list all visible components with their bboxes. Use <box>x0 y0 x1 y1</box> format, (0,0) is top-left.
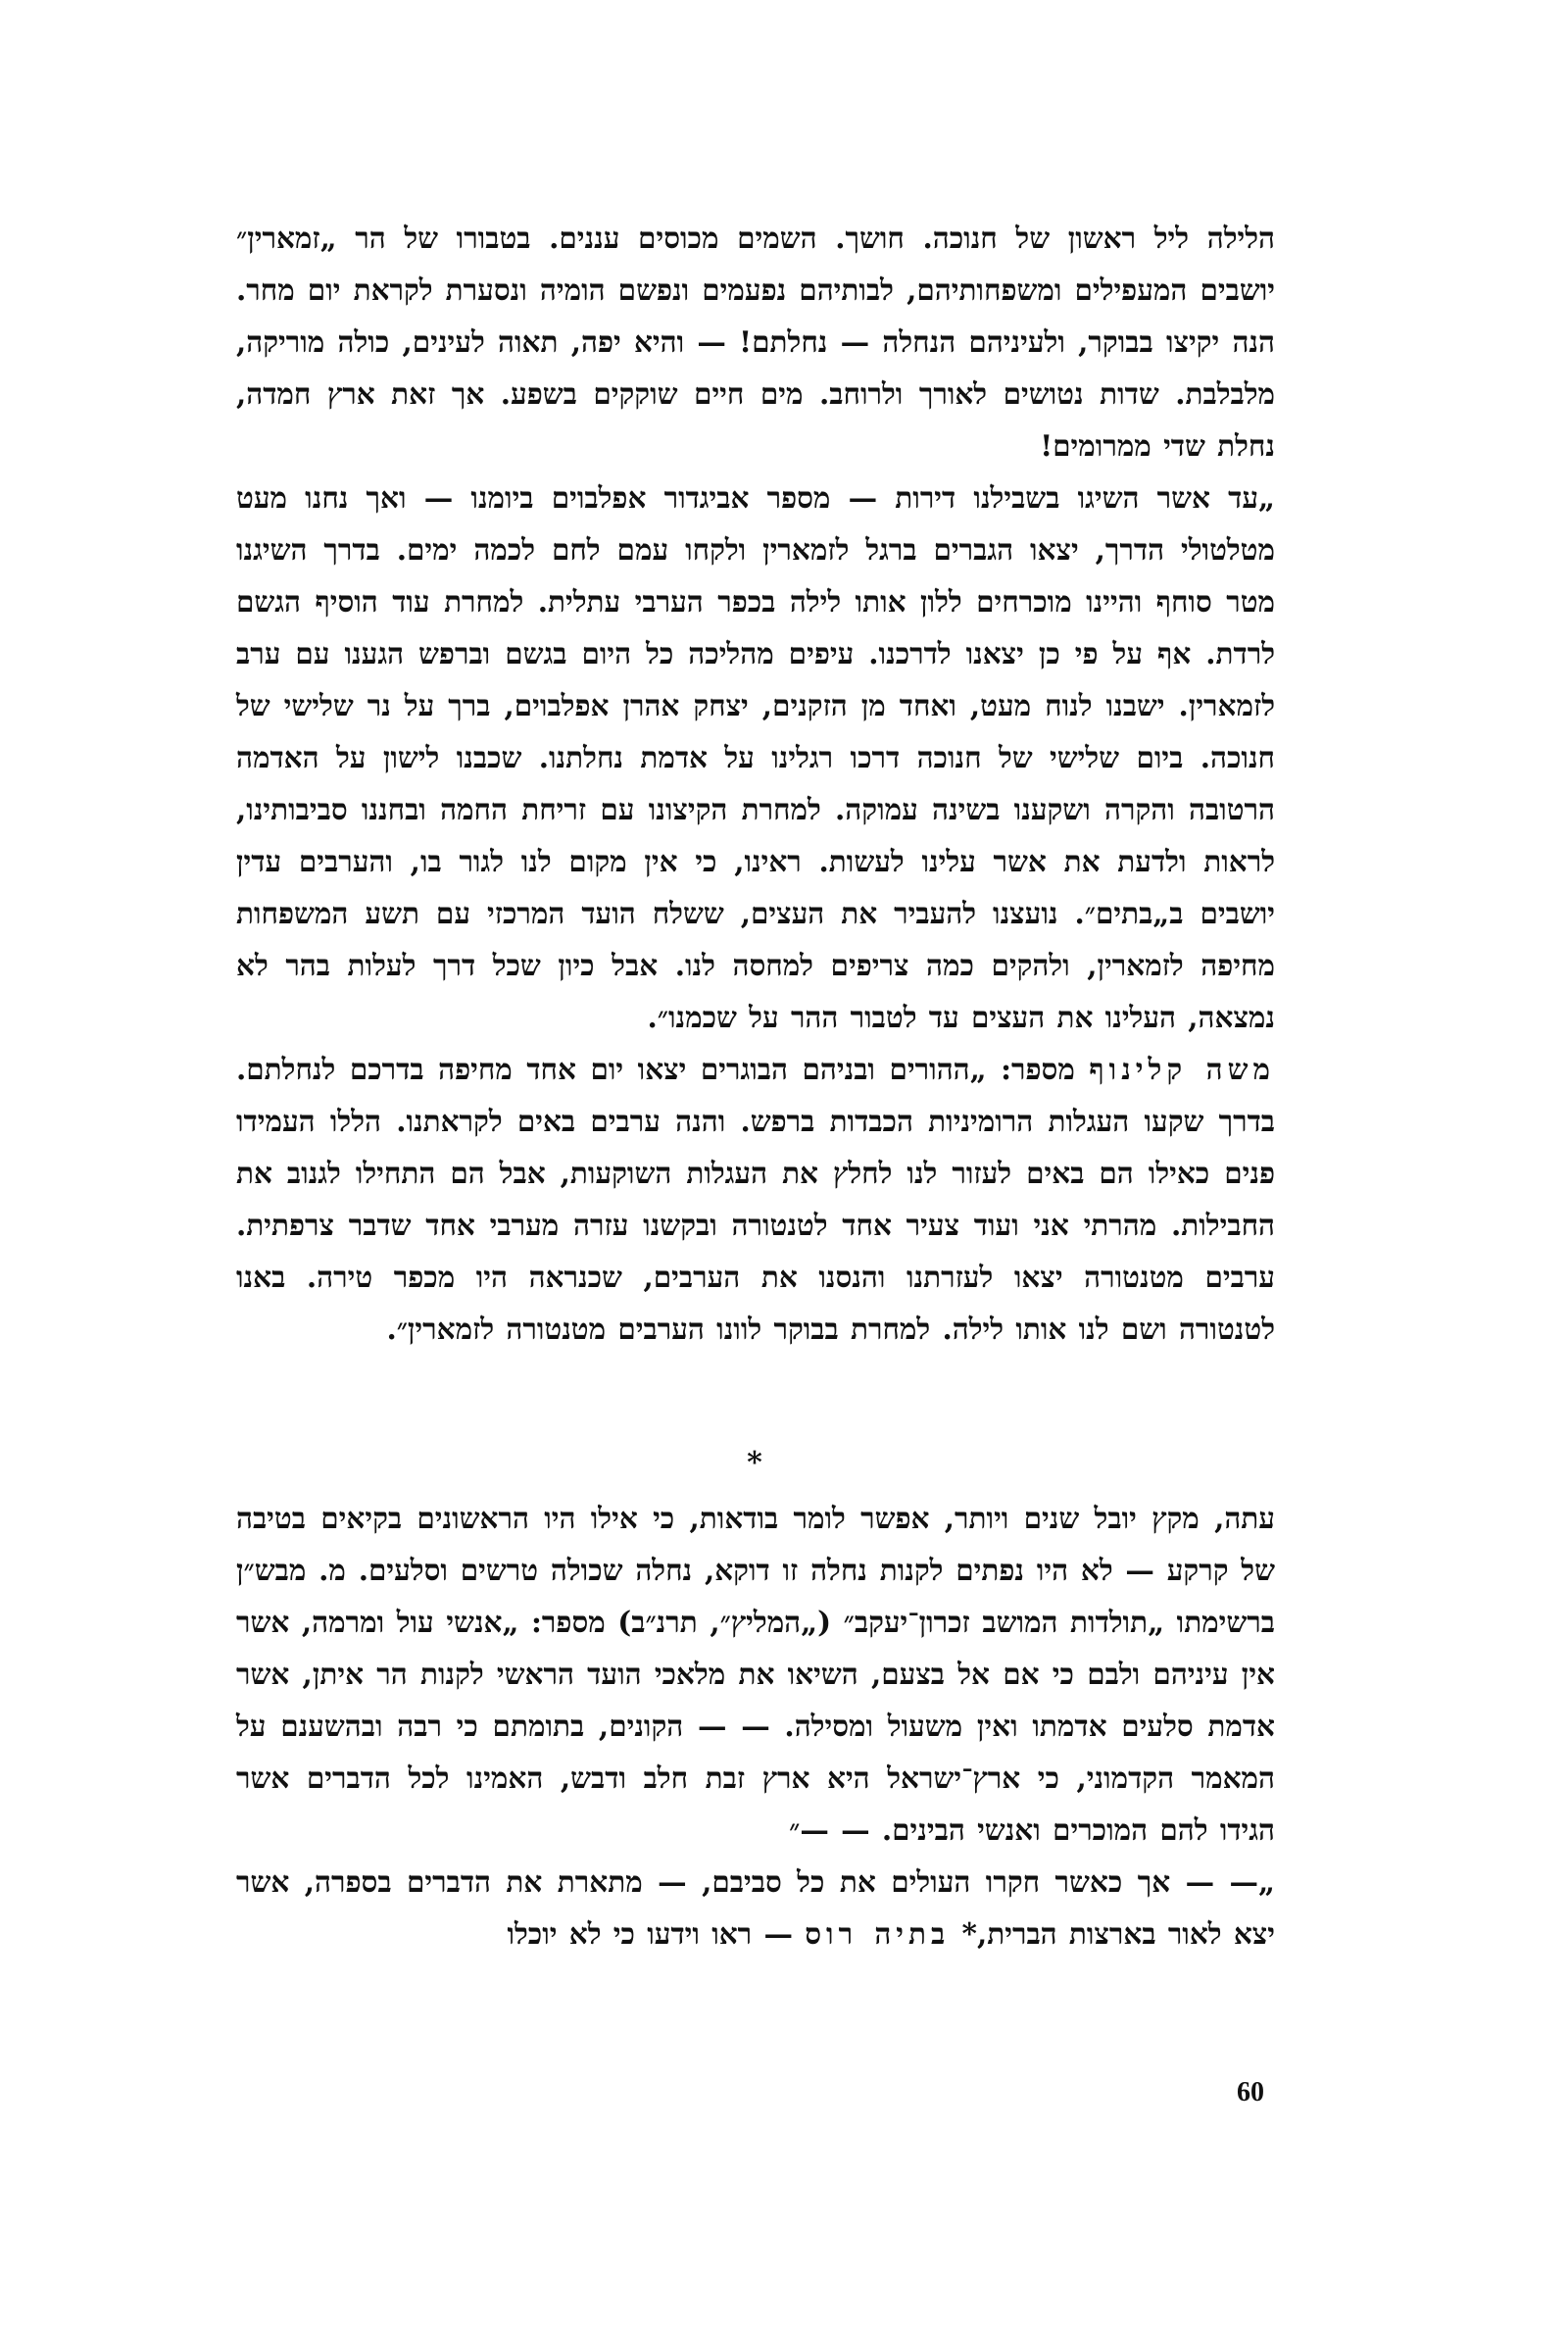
paragraph-book-quote <box>236 1856 1275 1959</box>
paragraph-diary-quote: „עד אשר השיגו בשבילנו דירות — מספר אביגדור אפלבוים ביומנו — ואך נחנו מעט מטלטולי הדרך, יצאו הגברים ברגל לזמארין ולקחו עמם לחם לכמה ימים. בדרך השיגנו מטר סוחף והיינו מוכרחים ללון אותו לילה בכפר הערבי עתלית. למחרת עוד הוסיף הגשם לרדת. אף על פי כן יצאנו לדרכנו. עיפים מהליכה כל היום בגשם וברפש הגענו עם ערב לזמארין. ישבנו לנוח מעט, ואחד מן הזקנים, יצחק אהרן אפלבוים, ברך על נר שלישי של חנוכה. ביום שלישי של חנוכה דרכו רגלינו על אדמת נחלתנו. שכבנו לישון על האדמה הרטובה והקרה ושקענו בשינה עמוקה. למחרת הקיצונו עם זריחת החמה ובחננו סביבותינו, לראות ולדעת את אשר עלינו לעשות. ראינו, כי אין מקום לנו לגור בו, והערבים עדין יושבים ב„בתים״. נועצנו להעביר את העצים, ששלח הועד המרכזי עם תשע המשפחות מחיפה לזמארין, ולהקים כמה צריפים למחסה לנו. אבל כיון שכל דרך לעלות בהר לא נמצאה, העלינו את העצים עד לטבור ההר על שכמנו״. <box>236 480 1275 1034</box>
paragraph-retrospect: עתה, מקץ יובל שנים ויותר, אפשר לומר בודאות, כי אילו היו הראשונים בקיאים בטיבה של קרקע — לא היו נפתים לקנות נחלה זו דוקא, נחלה שכולה טרשים וסלעים. מ. מבש״ן ברשימתו „תולדות המושב זכרון־יעקב״ („המליץ״, תרנ״ב) מספר: „אנשי עול ומרמה, אשר אין עיניהם ולבם כי אם אל בצעם, השיאו את מלאכי הועד הראשי לקנות הר איתן, אשר אדמת סלעים אדמתו ואין משעול ומסילה. — — הקונים, בתומתם כי רבה ובהשענם על המאמר הקדמוני, כי ארץ־ישראל היא ארץ זבת חלב ודבש, האמינו לכל הדברים אשר הגידו להם המוכרים ואנשי הבינים. — —״ <box>236 1501 1275 1847</box>
author-name: בתיה רוס <box>805 1916 951 1951</box>
page-number: 60 <box>1237 2077 1264 2108</box>
main-text-section-1 <box>236 212 1275 1355</box>
book-quote-text-end: — ראו וידעו כי לא יוכלו <box>507 1916 793 1951</box>
paragraph-opening: הלילה ליל ראשון של חנוכה. חושך. השמים מכוסים עננים. בטבורו של הר „זמארין״ יושבים המעפילים ומשפחותיהם, לבותיהם נפעמים ונפשם הומיה ונסערת לקראת יום מחר. הנה יקיצו בבוקר, ולעיניהם הנחלה — נחלתם! — והיא יפה, תאוה לעינים, כולה מוריקה, מלבלבת. שדות נטושים לאורך ולרוחב. מים חיים שוקקים בשפע. אך זאת ארץ חמדה, נחלת שדי ממרומים! <box>236 221 1275 463</box>
main-text-section-2 <box>236 1492 1275 1959</box>
book-quote-text-start: „— — אך כאשר חקרו העולים את כל סביבם, — מתארת את הדברים בספרה, אשר יצא לאור בארצות הברית,* <box>236 1864 1275 1951</box>
paragraph-testimony <box>236 1043 1275 1355</box>
testimony-text: מספר: „ההורים ובניהם הבוגרים יצאו יום אחד מחיפה בדרכם לנחלתם. בדרך שקעו העגלות הרומיניות הכבדות ברפש. והנה ערבים באים לקראתנו. הללו העמידו פנים כאילו הם באים לעזור לנו לחלץ את העגלות השוקעות, אבל הם התחילו לגנוב את החבילות. מהרתי אני ועוד צעיר אחד לטנטורה ובקשנו עזרה מערבי אחד שדבר צרפתית. ערבים מטנטורה יצאו לעזרתנו והנסנו את הערבים, שכנראה היו מכפר טירה. באנו לטנטורה ושם לנו אותו לילה. למחרת בבוקר לוונו הערבים מטנטורה לזמארין״. <box>236 1052 1275 1346</box>
section-separator: * <box>747 1446 762 1480</box>
speaker-name: משה קלינוף <box>1089 1052 1275 1086</box>
